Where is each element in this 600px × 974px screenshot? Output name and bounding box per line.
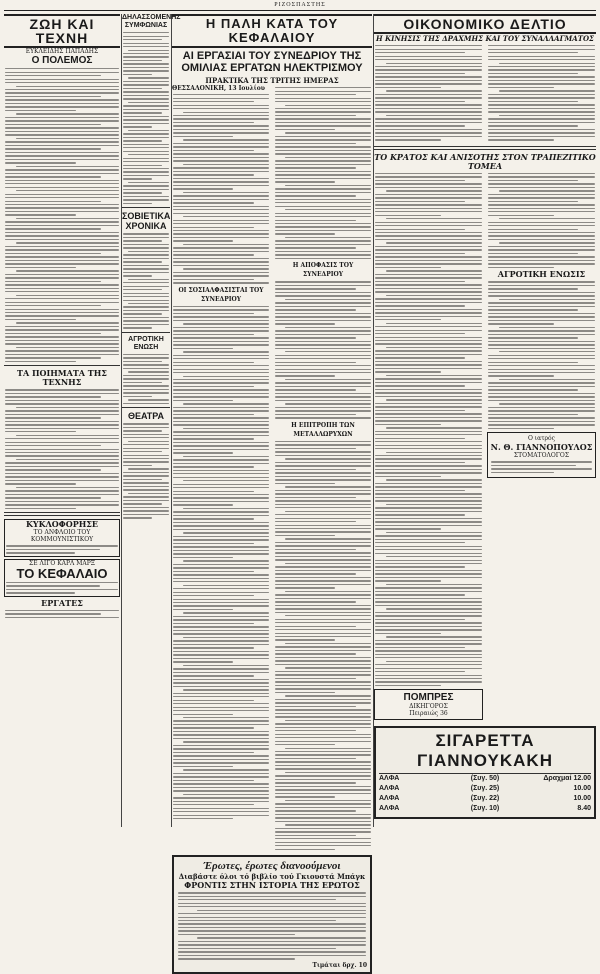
- capital-head: ΣΕ ΛΙΓΟ ΚΑΡΛ ΜΑΡΞ: [28, 559, 96, 567]
- column-life-and-art: [4, 14, 120, 827]
- article-body: [275, 87, 371, 259]
- price-row: ΑΛΦΑ (Συγ. 50) Δραχμαί 12.00: [379, 775, 592, 783]
- dateline: ΘΕΣΣΑΛΟΝΙΚΗ, 13 Ιουλίου: [172, 85, 265, 92]
- lawyer-name: ΠΟΜΠΡΕΣ: [403, 692, 454, 704]
- column-economic-bulletin: [374, 14, 596, 827]
- divider: [4, 365, 120, 366]
- divider: [374, 146, 596, 150]
- lawyer-title: ΔΙΚΗΓΟΡΟΣ: [409, 703, 448, 711]
- sub-right-head: Η ΕΠΙΤΡΟΠΗ ΤΩΝ ΜΕΤΑΛΛΩΡΥΧΩΝ: [291, 421, 355, 438]
- circulation-subtitle: ΤΟ ΑΝΦΛΟΙΟ ΤΟΥ ΚΟΜΜΟΥΝΙΣΤΙΚΟΥ: [30, 529, 94, 544]
- workers-title: ΕΡΓΑΤΕΣ: [41, 597, 83, 608]
- article-body: [488, 281, 595, 429]
- agrarian-title: ΑΓΡΟΤΙΚΗ ΕΝΩΣΗ: [128, 335, 164, 351]
- circulation-title: ΚΥΚΛΟΦΟΡΗΣΕ: [25, 519, 99, 530]
- price-row: ΑΛΦΑ (Συγ. 10) 8.40: [379, 805, 592, 813]
- agrarian-union-title: ΑΓΡΟΤΙΚΗ ΕΝΩΣΙΣ: [497, 269, 586, 280]
- theatre-title: ΤΑ ΠΟΙΗΜΑΤΑ ΤΗΣ ΤΕΧΝΗΣ: [17, 368, 107, 388]
- article-body: [375, 45, 482, 140]
- article-body: [375, 173, 482, 687]
- advert-line: Διαβάστε όλοι τό βιβλίο τού Γκιουστά Μπάγκ: [178, 872, 366, 882]
- author-line: ΕΥΚΛΕΙΔΗΣ ΠΑΠΑΔΗΣ: [25, 48, 99, 55]
- capital-title: ΤΟ ΚΕΦΑΛΑΙΟ: [16, 565, 108, 581]
- mid-head: ΟΙ ΣΟΣΙΑΛΦΑΣΙΣΤΑΙ ΤΟΥ ΣΥΝΕΔΡΙΟΥ: [178, 286, 264, 303]
- soviet-chronicle-title: ΣΟΒΙΕΤΙΚΑ ΧΡΟΝΙΚΑ: [122, 211, 171, 232]
- divider: [4, 512, 120, 516]
- poem-title: Ο ΠΟΛΕΜΟΣ: [31, 55, 93, 66]
- top-rule: [4, 10, 596, 11]
- article-body: [173, 94, 269, 284]
- capital-notice: [4, 559, 120, 597]
- lawyer-address: Πειραιώς 36: [409, 710, 448, 718]
- section-title: ΖΩΗ ΚΑΙ ΤΕΧΝΗ: [4, 14, 120, 48]
- divider: [122, 407, 170, 408]
- cigarette-brand: ΣΙΓΑΡΕΤΤΑ ΓΙΑΝΝΟΥΚΑΚΗ: [379, 731, 591, 774]
- column-congress: [172, 14, 372, 969]
- divider: [122, 332, 170, 333]
- column-news: [122, 14, 181, 827]
- advert-price: Τιμάται δρχ. 10: [312, 961, 367, 969]
- running-head: ΡΙΖΟΣΠΑΣΤΗΣ: [274, 2, 326, 8]
- price-list: [379, 774, 591, 814]
- divider: [122, 207, 170, 208]
- theatres-title: ΘΕΑΤΡΑ: [127, 411, 165, 422]
- economic-bulletin-title: ΟΙΚΟΝΟΜΙΚΟ ΔΕΛΤΙΟ: [374, 14, 596, 34]
- subhead: ΠΡΑΚΤΙΚΑ ΤΗΣ ΤΡΙΤΗΣ ΗΜΕΡΑΣ: [205, 76, 339, 85]
- right-head: Η ΑΠΟΦΑΣΙΣ ΤΟΥ ΣΥΝΕΔΡΙΟΥ: [292, 262, 354, 279]
- article-body: [275, 281, 371, 418]
- article-body: [5, 389, 119, 509]
- economic-subhead: Η ΚΙΝΗΣΙΣ ΤΗΣ ΔΡΑΧΜΗΣ ΚΑΙ ΤΟΥ ΣΥΝΑΛΛΑΓΜΑΤΟΣ: [376, 34, 594, 43]
- article-body: [275, 441, 371, 850]
- state-subhead: ΤΟ ΚΡΑΤΟΣ ΚΑΙ ΑΝΙΣΟΤΗΣ ΣΤΟΝ ΤΡΑΠΕΖΙΤΙΚΟ ΤΟΜΕΑ: [374, 151, 596, 171]
- advert-headline: Έρωτες, έρωτες διανοούμενοι: [203, 860, 341, 873]
- doctor-title: Ο ιατρός: [527, 435, 556, 443]
- headline: ΑΙ ΕΡΓΑΣΙΑΙ ΤΟΥ ΣΥΝΕΔΡΙΟΥ ΤΗΣ ΟΜΙΛΙΑΣ ΕΡΓΑΤΩΝ ΗΛΕΚΤΡΙΣΜΟΥ: [181, 50, 363, 74]
- lawyer-advert: [374, 689, 483, 720]
- article-body: [173, 306, 269, 820]
- doctor-specialty: ΣΤΟΜΑΤΟΛΟΓΟΣ: [513, 452, 570, 460]
- advert-book-title: ΦΡΟΝΤΙΣ ΣΤΗΝ ΙΣΤΟΡΙΑ ΤΗΣ ΕΡΩΤΟΣ: [184, 880, 360, 891]
- circulation-notice: [4, 519, 120, 557]
- article-body: [488, 45, 595, 140]
- article-body: [123, 423, 169, 518]
- article-body: [5, 68, 119, 362]
- price-row: ΑΛΦΑ (Συγ. 25) 10.00: [379, 785, 592, 793]
- article-body: [123, 354, 169, 404]
- article-body: [123, 233, 169, 328]
- book-advert: [172, 855, 372, 974]
- banner: Η ΠΑΛΗ ΚΑΤΑ ΤΟΥ ΚΕΦΑΛΑΙΟΥ: [172, 14, 372, 48]
- doctor-advert: [487, 432, 596, 478]
- doctor-name: Ν. Θ. ΓΙΑΝΝΟΠΟΥΛΟΣ: [490, 442, 593, 453]
- article-body: [488, 173, 595, 268]
- price-row: ΑΛΦΑ (Συγ. 22) 10.00: [379, 795, 592, 803]
- cigarette-advert: [374, 726, 596, 819]
- article-body: [123, 32, 169, 204]
- section-title: ΔΗΛΑΣΣΟΜΕΝΗΣ ΣΥΜΦΩΝΙΑΣ: [122, 14, 181, 29]
